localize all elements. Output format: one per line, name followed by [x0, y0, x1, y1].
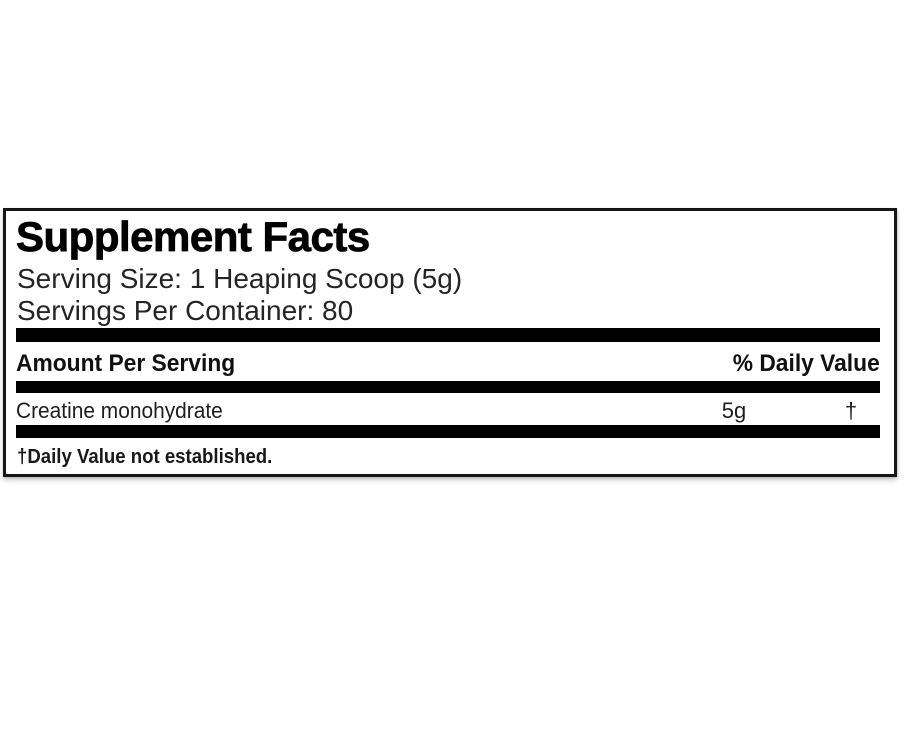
separator-bar-bottom — [16, 425, 880, 438]
servings-per-container-text: Servings Per Container: 80 — [17, 295, 354, 326]
column-header-row — [16, 349, 880, 379]
footnote-text: †Daily Value not established. — [17, 446, 273, 468]
footnote — [17, 444, 292, 470]
separator-bar-top — [16, 328, 880, 342]
panel-title: Supplement Facts — [16, 213, 370, 260]
separator-bar-middle — [16, 381, 880, 393]
amount-per-serving-header: Amount Per Serving — [16, 350, 236, 377]
table-row — [16, 397, 880, 425]
daily-value-dagger-symbol: † — [844, 398, 858, 423]
ingredient-amount: 5g — [721, 398, 747, 423]
supplement-facts-panel — [3, 208, 897, 477]
serving-size-text: Serving Size: 1 Heaping Scoop (5g) — [17, 263, 463, 294]
daily-value-header: % Daily Value — [732, 350, 880, 377]
ingredient-name: Creatine monohydrate — [16, 398, 223, 423]
